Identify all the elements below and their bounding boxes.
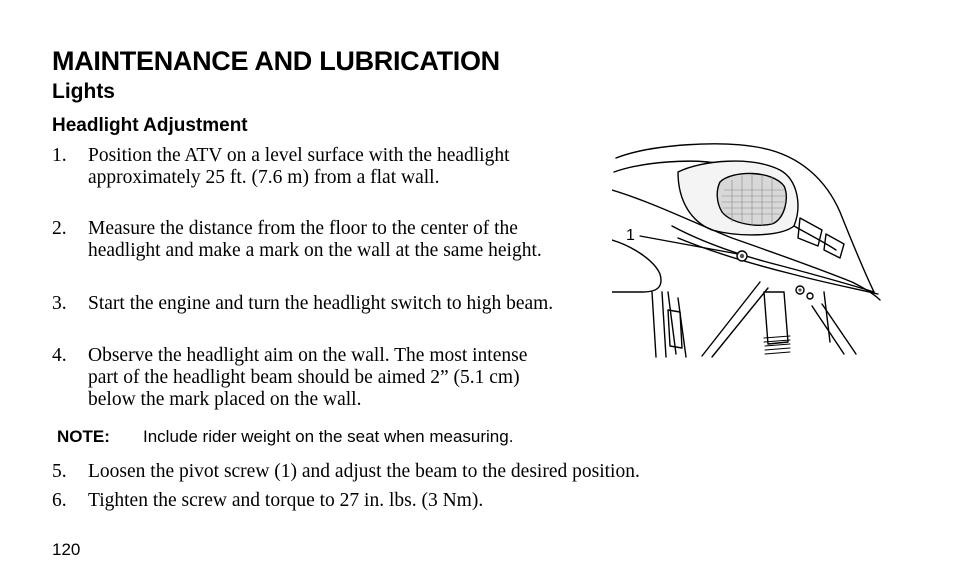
step-number: 3. — [52, 293, 67, 314]
step-number: 1. — [52, 145, 67, 166]
headlight-illustration — [612, 142, 882, 360]
callout-label: 1 — [626, 227, 635, 244]
step-text: Tighten the screw and torque to 27 in. lbs. (3 Nm). — [88, 490, 484, 511]
note-text: Include rider weight on the seat when measuring. — [143, 427, 514, 446]
topic-title: Headlight Adjustment — [52, 115, 248, 136]
step-text: Position the ATV on a level surface with the headlight approximately 25 ft. (7.6 m) from a flat wall. — [88, 145, 510, 188]
section-title: MAINTENANCE AND LUBRICATION — [52, 46, 500, 76]
step-number: 2. — [52, 218, 67, 239]
step-text: Measure the distance from the floor to the center of the headlight and make a mark on the wall at the same height. — [88, 218, 542, 261]
step-number: 6. — [52, 490, 67, 511]
subsection-title: Lights — [52, 80, 115, 103]
note-label: NOTE: — [57, 427, 110, 446]
step-text: Observe the headlight aim on the wall. The most intense part of the headlight beam should be aimed 2” (5.1 cm) below the mark placed on the wall. — [88, 345, 528, 410]
step-text: Loosen the pivot screw (1) and adjust the beam to the desired position. — [88, 461, 640, 482]
step-text: Start the engine and turn the headlight switch to high beam. — [88, 293, 554, 314]
step-number: 5. — [52, 461, 67, 482]
step-number: 4. — [52, 345, 67, 366]
note — [57, 427, 514, 447]
page-number: 120 — [52, 540, 81, 559]
